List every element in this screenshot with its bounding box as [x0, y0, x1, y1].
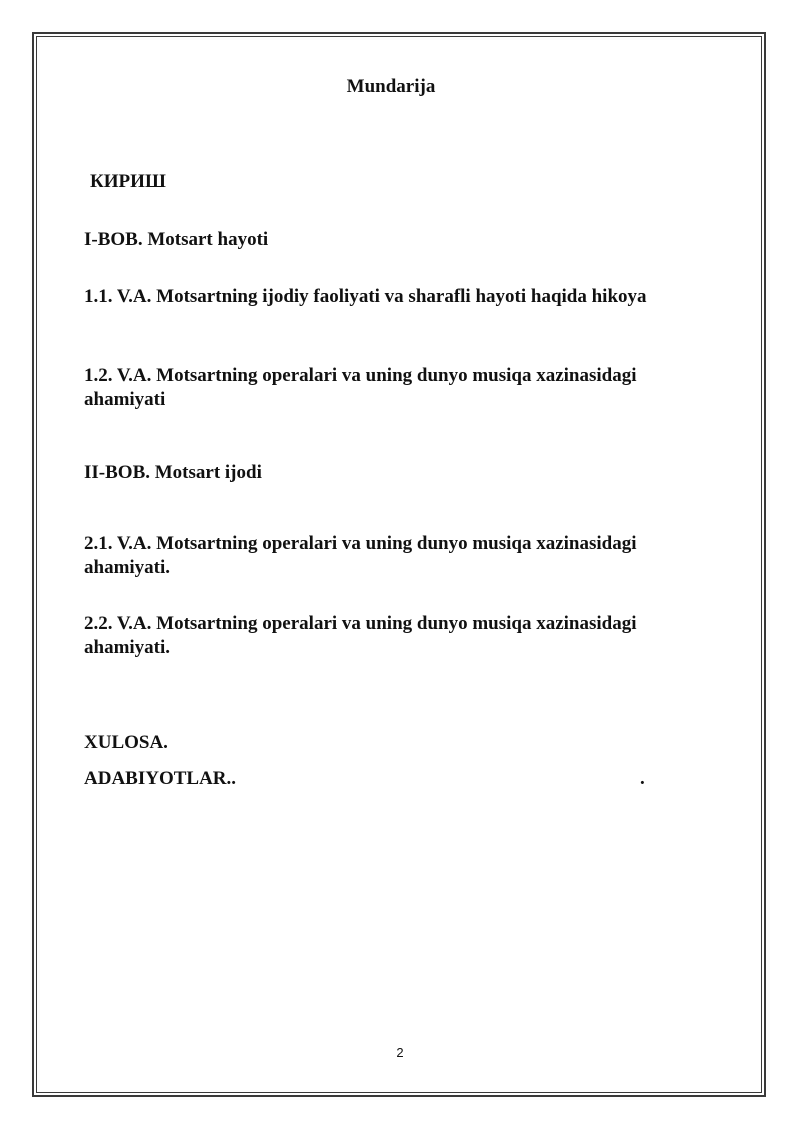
- toc-entry-conclusion: XULOSA.: [84, 732, 168, 753]
- toc-entry-references: ADABIYOTLAR..: [84, 768, 237, 789]
- toc-entry-chapter-1: I-BOB. Motsart hayoti: [84, 229, 269, 250]
- toc-entry-section-1-1: 1.1. V.A. Motsartning ijodiy faoliyati va sharafli hayoti haqida hikoya: [84, 286, 647, 307]
- toc-entry-section-2-2: 2.2. V.A. Motsartning operalari va uning dunyo musiqa xazinasidagi ahamiyati.: [84, 613, 637, 658]
- trailing-dot: .: [640, 768, 645, 789]
- toc-entry-section-1-2: 1.2. V.A. Motsartning operalari va uning dunyo musiqa xazinasidagi ahamiyati: [84, 365, 637, 410]
- toc-entry-section-2-1: 2.1. V.A. Motsartning operalari va uning dunyo musiqa xazinasidagi ahamiyati.: [84, 533, 637, 578]
- toc-title: Mundarija: [346, 76, 436, 97]
- toc-entry-intro: КИРИШ: [90, 171, 166, 192]
- toc-entry-chapter-2: II-BOB. Motsart ijodi: [84, 462, 262, 483]
- page-number: 2: [396, 1045, 404, 1060]
